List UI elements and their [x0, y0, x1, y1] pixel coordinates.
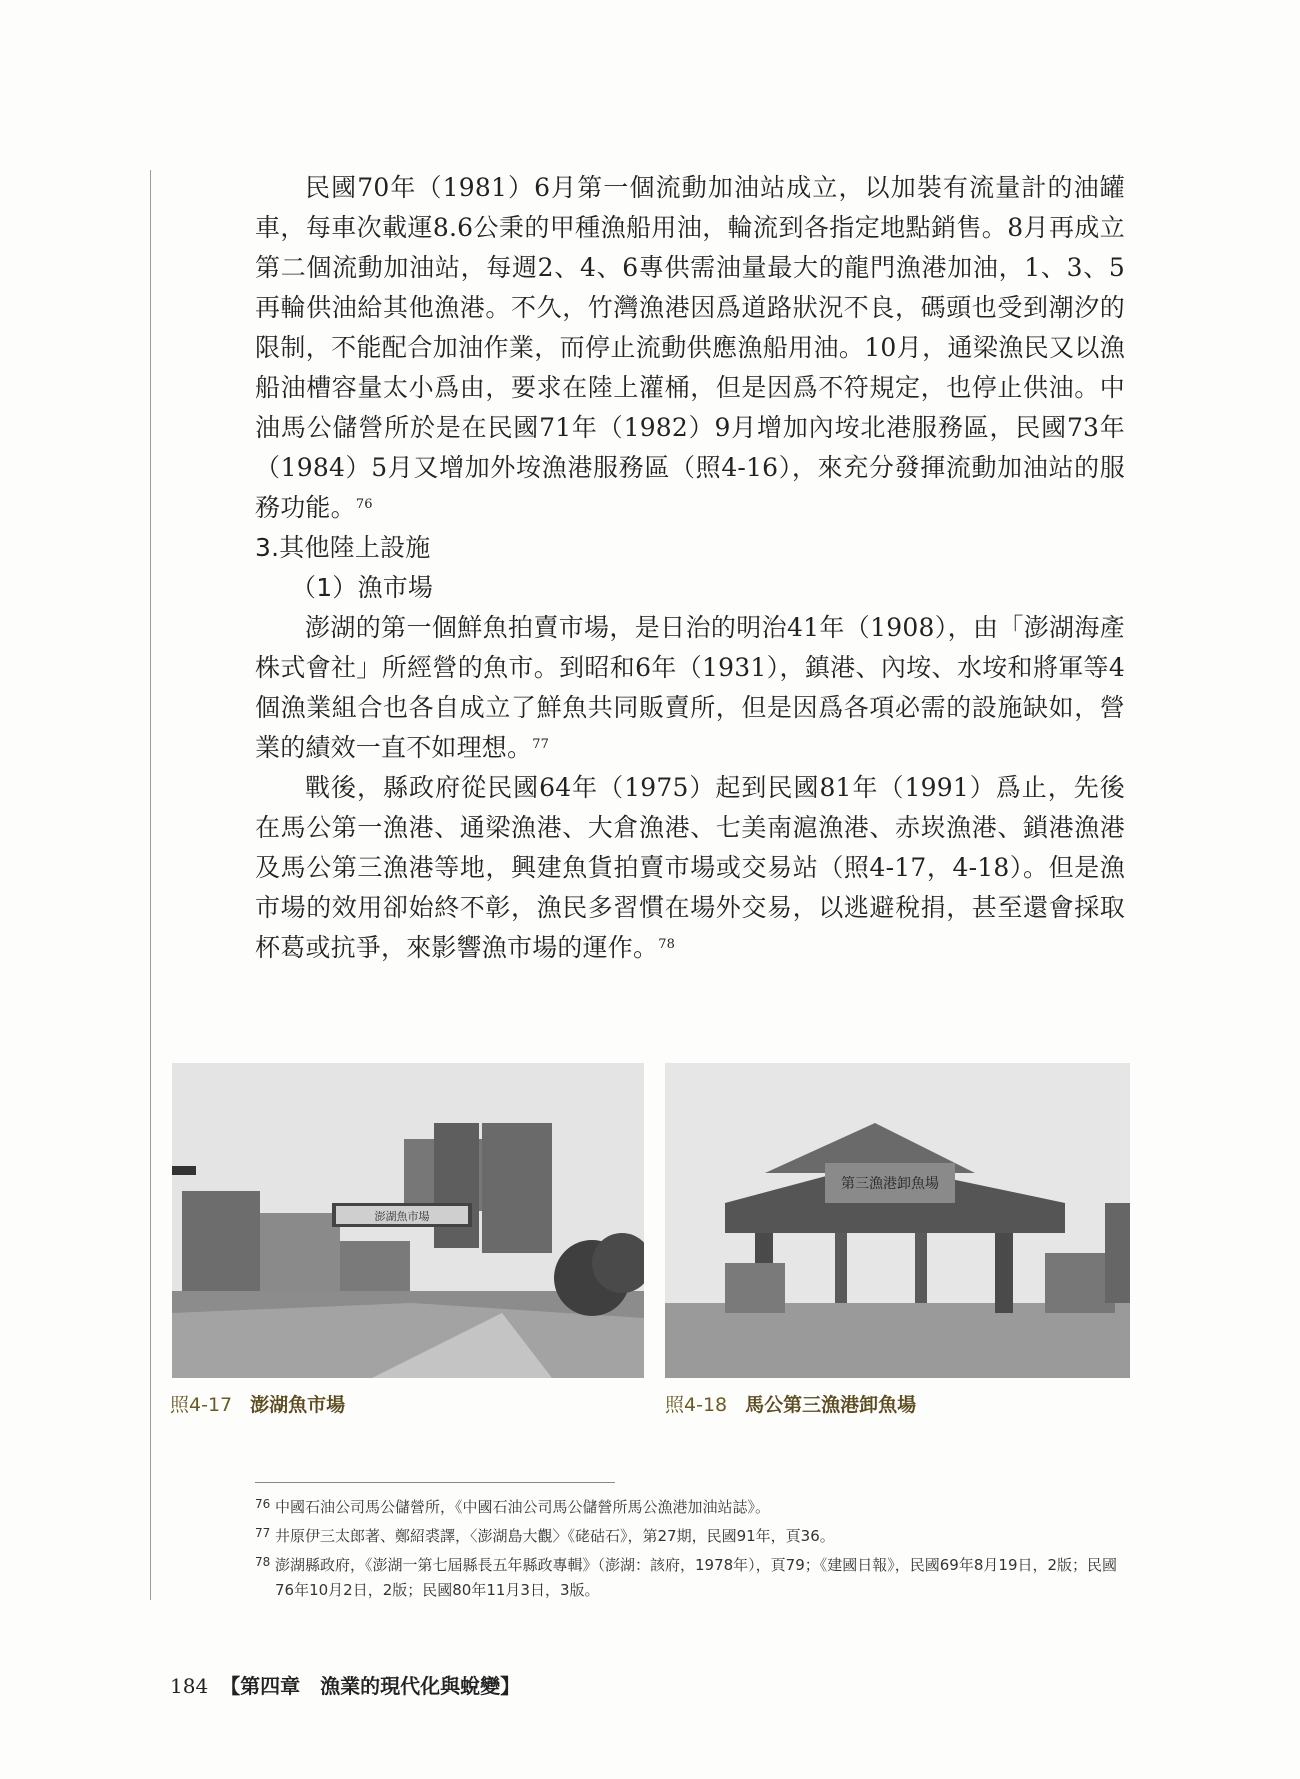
footnote-text: 中國石油公司馬公儲營所，《中國石油公司馬公儲營所馬公漁港加油站誌》。	[275, 1498, 771, 1516]
footnote	[255, 1495, 1135, 1520]
footnote-separator	[255, 1482, 615, 1483]
footnote	[255, 1524, 1135, 1549]
footnotes	[255, 1495, 1135, 1607]
paragraph-text: 民國70年（1981）6月第一個流動加油站成立，以加裝有流量計的油罐車，每車次載運8.6公秉的甲種漁船用油，輪流到各指定地點銷售。8月再成立第二個流動加油站，每週2、4、6專供需油量最大的龍門漁港加油，1、3、5再輪供油給其他漁港。不久，竹灣漁港因爲道路狀況不良，碼頭也受到潮汐的限制，不能配合加油作業，而停止流動供應漁船用油。10月，通梁漁民又以漁船油槽容量太小爲由，要求在陸上灌桶，但是因爲不符規定，也停止供油。中油馬公儲營所於是在民國71年（1982）9月增加內垵北港服務區，民國73年（1984）5月又增加外垵漁港服務區（照4-16），來充分發揮流動加油站的服務功能。	[255, 173, 1125, 522]
footnote-ref[interactable]: 76	[355, 497, 373, 512]
footnote-mark: 78	[255, 1555, 271, 1569]
left-margin-rule	[150, 170, 151, 1600]
photo-caption-2	[665, 1390, 916, 1417]
photo-fish-market	[172, 1063, 644, 1378]
photo-caption-text: 澎湖魚市場	[250, 1394, 346, 1416]
paragraph	[255, 608, 1125, 768]
sign-text: 第三漁港卸魚場	[841, 1176, 939, 1192]
photo-number: 照4-17	[170, 1394, 233, 1416]
sign-text: 澎湖魚市場	[374, 1210, 430, 1223]
main-text	[255, 168, 1125, 968]
photo-caption-1	[170, 1390, 345, 1417]
photo-caption-text: 馬公第三漁港卸魚場	[745, 1394, 917, 1416]
footnote-mark: 76	[255, 1497, 271, 1511]
chapter-title: 【第四章 漁業的現代化與蛻變】	[220, 1674, 521, 1698]
footnote-ref[interactable]: 77	[532, 737, 550, 752]
footnote-mark: 77	[255, 1526, 271, 1540]
page-number: 184	[170, 1674, 209, 1698]
footnote-text: 井原伊三太郎著、鄭紹裘譯，〈澎湖島大觀〉《硓𥑮石》，第27期，民國91年，頁36。	[275, 1527, 835, 1545]
paragraph-text: 澎湖的第一個鮮魚拍賣市場，是日治的明治41年（1908），由「澎湖海產株式會社」所經營的魚市。到昭和6年（1931），鎮港、內垵、水垵和將軍等4個漁業組合也各自成立了鮮魚共同販賣所，但是因爲各項必需的設施缺如，營業的績效一直不如理想。	[255, 613, 1125, 762]
paragraph	[255, 768, 1125, 968]
page-footer	[170, 1670, 520, 1699]
footnote-ref[interactable]: 78	[658, 937, 676, 952]
photo-fish-market-image	[172, 1063, 644, 1378]
paragraph-text: 戰後，縣政府從民國64年（1975）起到民國81年（1991）爲止，先後在馬公第一漁港、通梁漁港、大倉漁港、七美南滬漁港、赤崁漁港、鎖港漁港及馬公第三漁港等地，興建魚貨拍賣市場或交易站（照4-17，4-18）。但是漁市場的效用卻始終不彰，漁民多習慣在場外交易，以逃避稅捐，甚至還會採取杯葛或抗爭，來影響漁市場的運作。	[255, 773, 1125, 962]
footnote	[255, 1553, 1135, 1603]
footnote-text: 澎湖縣政府，《澎湖一第七屆縣長五年縣政專輯》（澎湖：該府，1978年），頁79；《建國日報》，民國69年8月19日，2版；民國76年10月2日，2版；民國80年11月3日，3版。	[275, 1556, 1118, 1599]
subsection-heading: （1）漁市場	[291, 573, 434, 602]
paragraph	[255, 168, 1125, 528]
section-heading: 3.其他陸上設施	[255, 533, 431, 562]
photo-unloading-hall	[665, 1063, 1130, 1378]
photo-unloading-hall-image	[665, 1063, 1130, 1378]
photo-number: 照4-18	[665, 1394, 728, 1416]
